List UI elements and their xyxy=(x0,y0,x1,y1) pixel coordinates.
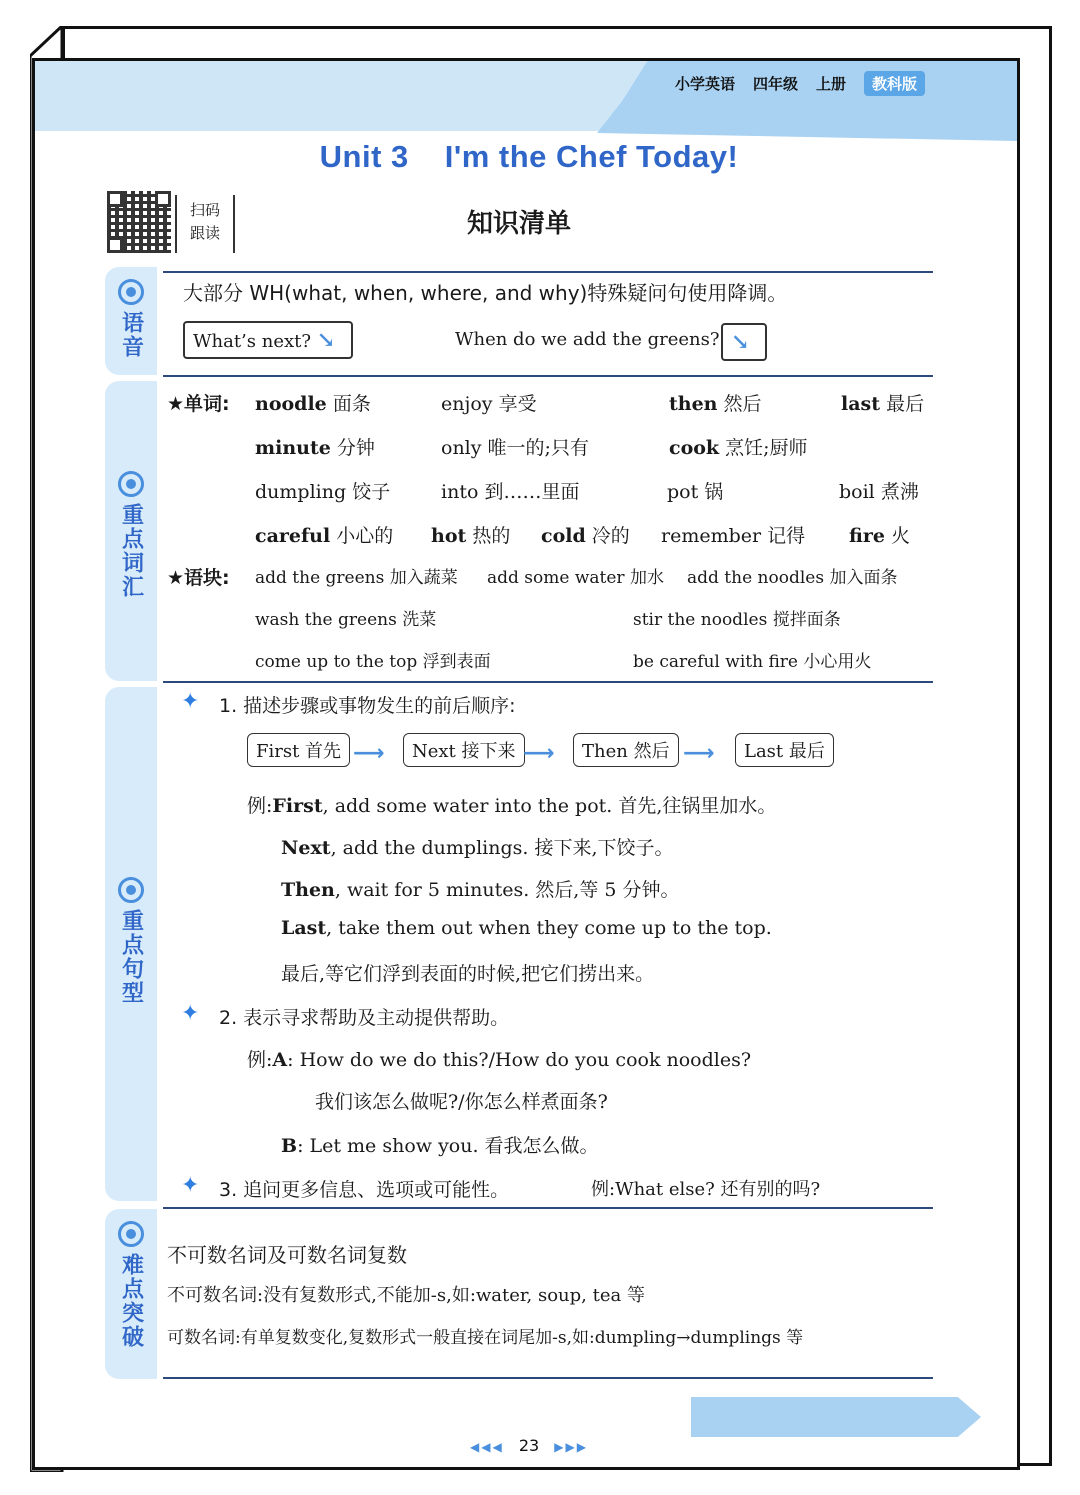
unit-number: Unit 3 xyxy=(319,139,409,174)
word-item: then 然后 xyxy=(669,393,762,415)
example-line: 例:First, add some water into the pot. 首先,往锅里加水。 xyxy=(247,795,777,817)
tab-label: 难点突破 xyxy=(118,1253,144,1349)
difficulty-line-2: 可数名词:有单复数变化,复数形式一般直接在词尾加-s,如:dumpling→dumplings 等 xyxy=(167,1328,804,1348)
page-title: 知识清单 xyxy=(466,209,571,239)
word-item: boil 煮沸 xyxy=(839,481,919,503)
phrase-item: be careful with fire 小心用火 xyxy=(633,652,872,672)
word-item: cold 冷的 xyxy=(541,525,630,547)
falling-tone-icon: ↘ xyxy=(316,327,336,353)
example-line: 例:A: How do we do this?/How do you cook noodles? xyxy=(247,1049,752,1071)
example-line: Next, add the dumplings. 接下来,下饺子。 xyxy=(281,837,674,859)
phrase-item: add some water 加水 xyxy=(487,568,664,588)
sentence-item-3-example: 例:What else? 还有别的吗? xyxy=(591,1179,821,1200)
step-box: Last 最后 xyxy=(735,733,834,767)
tab-vocab xyxy=(105,381,157,681)
word-item: pot 锅 xyxy=(667,481,724,503)
qr-label-line2: 跟读 xyxy=(189,224,220,242)
example-box-1 xyxy=(183,321,353,359)
target-icon xyxy=(118,877,144,903)
word-item: dumpling 饺子 xyxy=(255,481,391,503)
word-item: noodle 面条 xyxy=(255,393,371,415)
next-arrows-icon: ▶▶▶ xyxy=(554,1440,588,1454)
unit-name: I'm the Chef Today! xyxy=(444,139,739,174)
grade: 四年级 xyxy=(752,75,798,93)
arrow-right-icon: ⟶ xyxy=(683,741,715,766)
example-line: Then, wait for 5 minutes. 然后,等 5 分钟。 xyxy=(281,879,680,901)
qr-label-line1: 扫码 xyxy=(189,201,220,219)
target-icon xyxy=(118,279,144,305)
edition-badge: 教科版 xyxy=(864,71,925,96)
unit-title xyxy=(35,139,1020,175)
divider xyxy=(163,1207,933,1209)
pronunciation-rule: 大部分 WH(what, when, where, and why)特殊疑问句使用降调。 xyxy=(183,281,788,305)
word-item: remember 记得 xyxy=(661,525,806,547)
workbook-page xyxy=(32,58,1020,1470)
target-icon xyxy=(118,471,144,497)
phrase-item: add the noodles 加入面条 xyxy=(687,568,898,588)
diamond-star-icon: ✦ xyxy=(181,1173,200,1198)
tab-label: 重点句型 xyxy=(118,909,144,1005)
sentence-item-2: 2. 表示寻求帮助及主动提供帮助。 xyxy=(219,1007,510,1029)
target-icon xyxy=(118,1221,144,1247)
diamond-star-icon: ✦ xyxy=(181,689,200,714)
diamond-star-icon: ✦ xyxy=(181,1001,200,1026)
example-line: B: Let me show you. 看我怎么做。 xyxy=(281,1135,599,1157)
phrases-label: ★语块: xyxy=(167,567,230,589)
word-item: enjoy 享受 xyxy=(441,393,537,415)
word-item: cook 烹饪;厨师 xyxy=(669,437,808,459)
example-line: Last, take them out when they come up to the top. xyxy=(281,917,772,939)
arrow-right-icon: ⟶ xyxy=(353,741,385,766)
example-line-cn: 我们该怎么做呢?/你怎么样煮面条? xyxy=(315,1091,608,1113)
prev-arrows-icon: ◀◀◀ xyxy=(470,1440,504,1454)
tab-sentences xyxy=(105,687,157,1201)
sentence-item-1: 1. 描述步骤或事物发生的前后顺序: xyxy=(219,695,516,717)
tab-label: 语音 xyxy=(118,311,144,359)
divider xyxy=(163,375,933,377)
phrase-item: add the greens 加入蔬菜 xyxy=(255,568,458,588)
tab-label: 重点词汇 xyxy=(118,503,144,599)
tab-pronunciation xyxy=(105,267,157,375)
example-1: What’s next? xyxy=(193,331,312,352)
phrase-item: stir the noodles 搅拌面条 xyxy=(633,610,841,630)
page-number-bar xyxy=(35,1436,1020,1455)
footer-band xyxy=(691,1397,981,1437)
divider xyxy=(163,681,933,683)
example-2: When do we add the greens? xyxy=(455,329,720,350)
word-item: only 唯一的;只有 xyxy=(441,437,589,459)
subject: 小学英语 xyxy=(674,75,735,93)
step-box: Next 接下来 xyxy=(403,733,525,767)
volume: 上册 xyxy=(815,75,846,93)
word-item: careful 小心的 xyxy=(255,525,394,547)
falling-tone-icon: ↘ xyxy=(731,329,750,355)
difficulty-title: 不可数名词及可数名词复数 xyxy=(167,1243,407,1267)
step-box: Then 然后 xyxy=(573,733,679,767)
tab-difficulty xyxy=(105,1209,157,1379)
header-meta xyxy=(675,71,925,96)
word-item: hot 热的 xyxy=(431,525,511,547)
phrase-item: wash the greens 洗菜 xyxy=(255,610,437,630)
example-line-cn: 最后,等它们浮到表面的时候,把它们捞出来。 xyxy=(281,963,655,985)
word-item: into 到……里面 xyxy=(441,481,580,503)
divider xyxy=(163,1377,933,1379)
step-box: First 首先 xyxy=(247,733,350,767)
words-label: ★单词: xyxy=(167,393,230,415)
divider xyxy=(163,271,933,273)
page-number: 23 xyxy=(518,1436,540,1455)
example-box-2 xyxy=(721,323,767,361)
difficulty-line-1: 不可数名词:没有复数形式,不能加-s,如:water, soup, tea 等 xyxy=(167,1285,645,1306)
sentence-item-3: 3. 追问更多信息、选项或可能性。 xyxy=(219,1179,510,1201)
phrase-item: come up to the top 浮到表面 xyxy=(255,652,491,672)
word-item: minute 分钟 xyxy=(255,437,375,459)
word-item: last 最后 xyxy=(841,393,925,415)
word-item: fire 火 xyxy=(849,525,910,547)
arrow-right-icon: ⟶ xyxy=(523,741,555,766)
